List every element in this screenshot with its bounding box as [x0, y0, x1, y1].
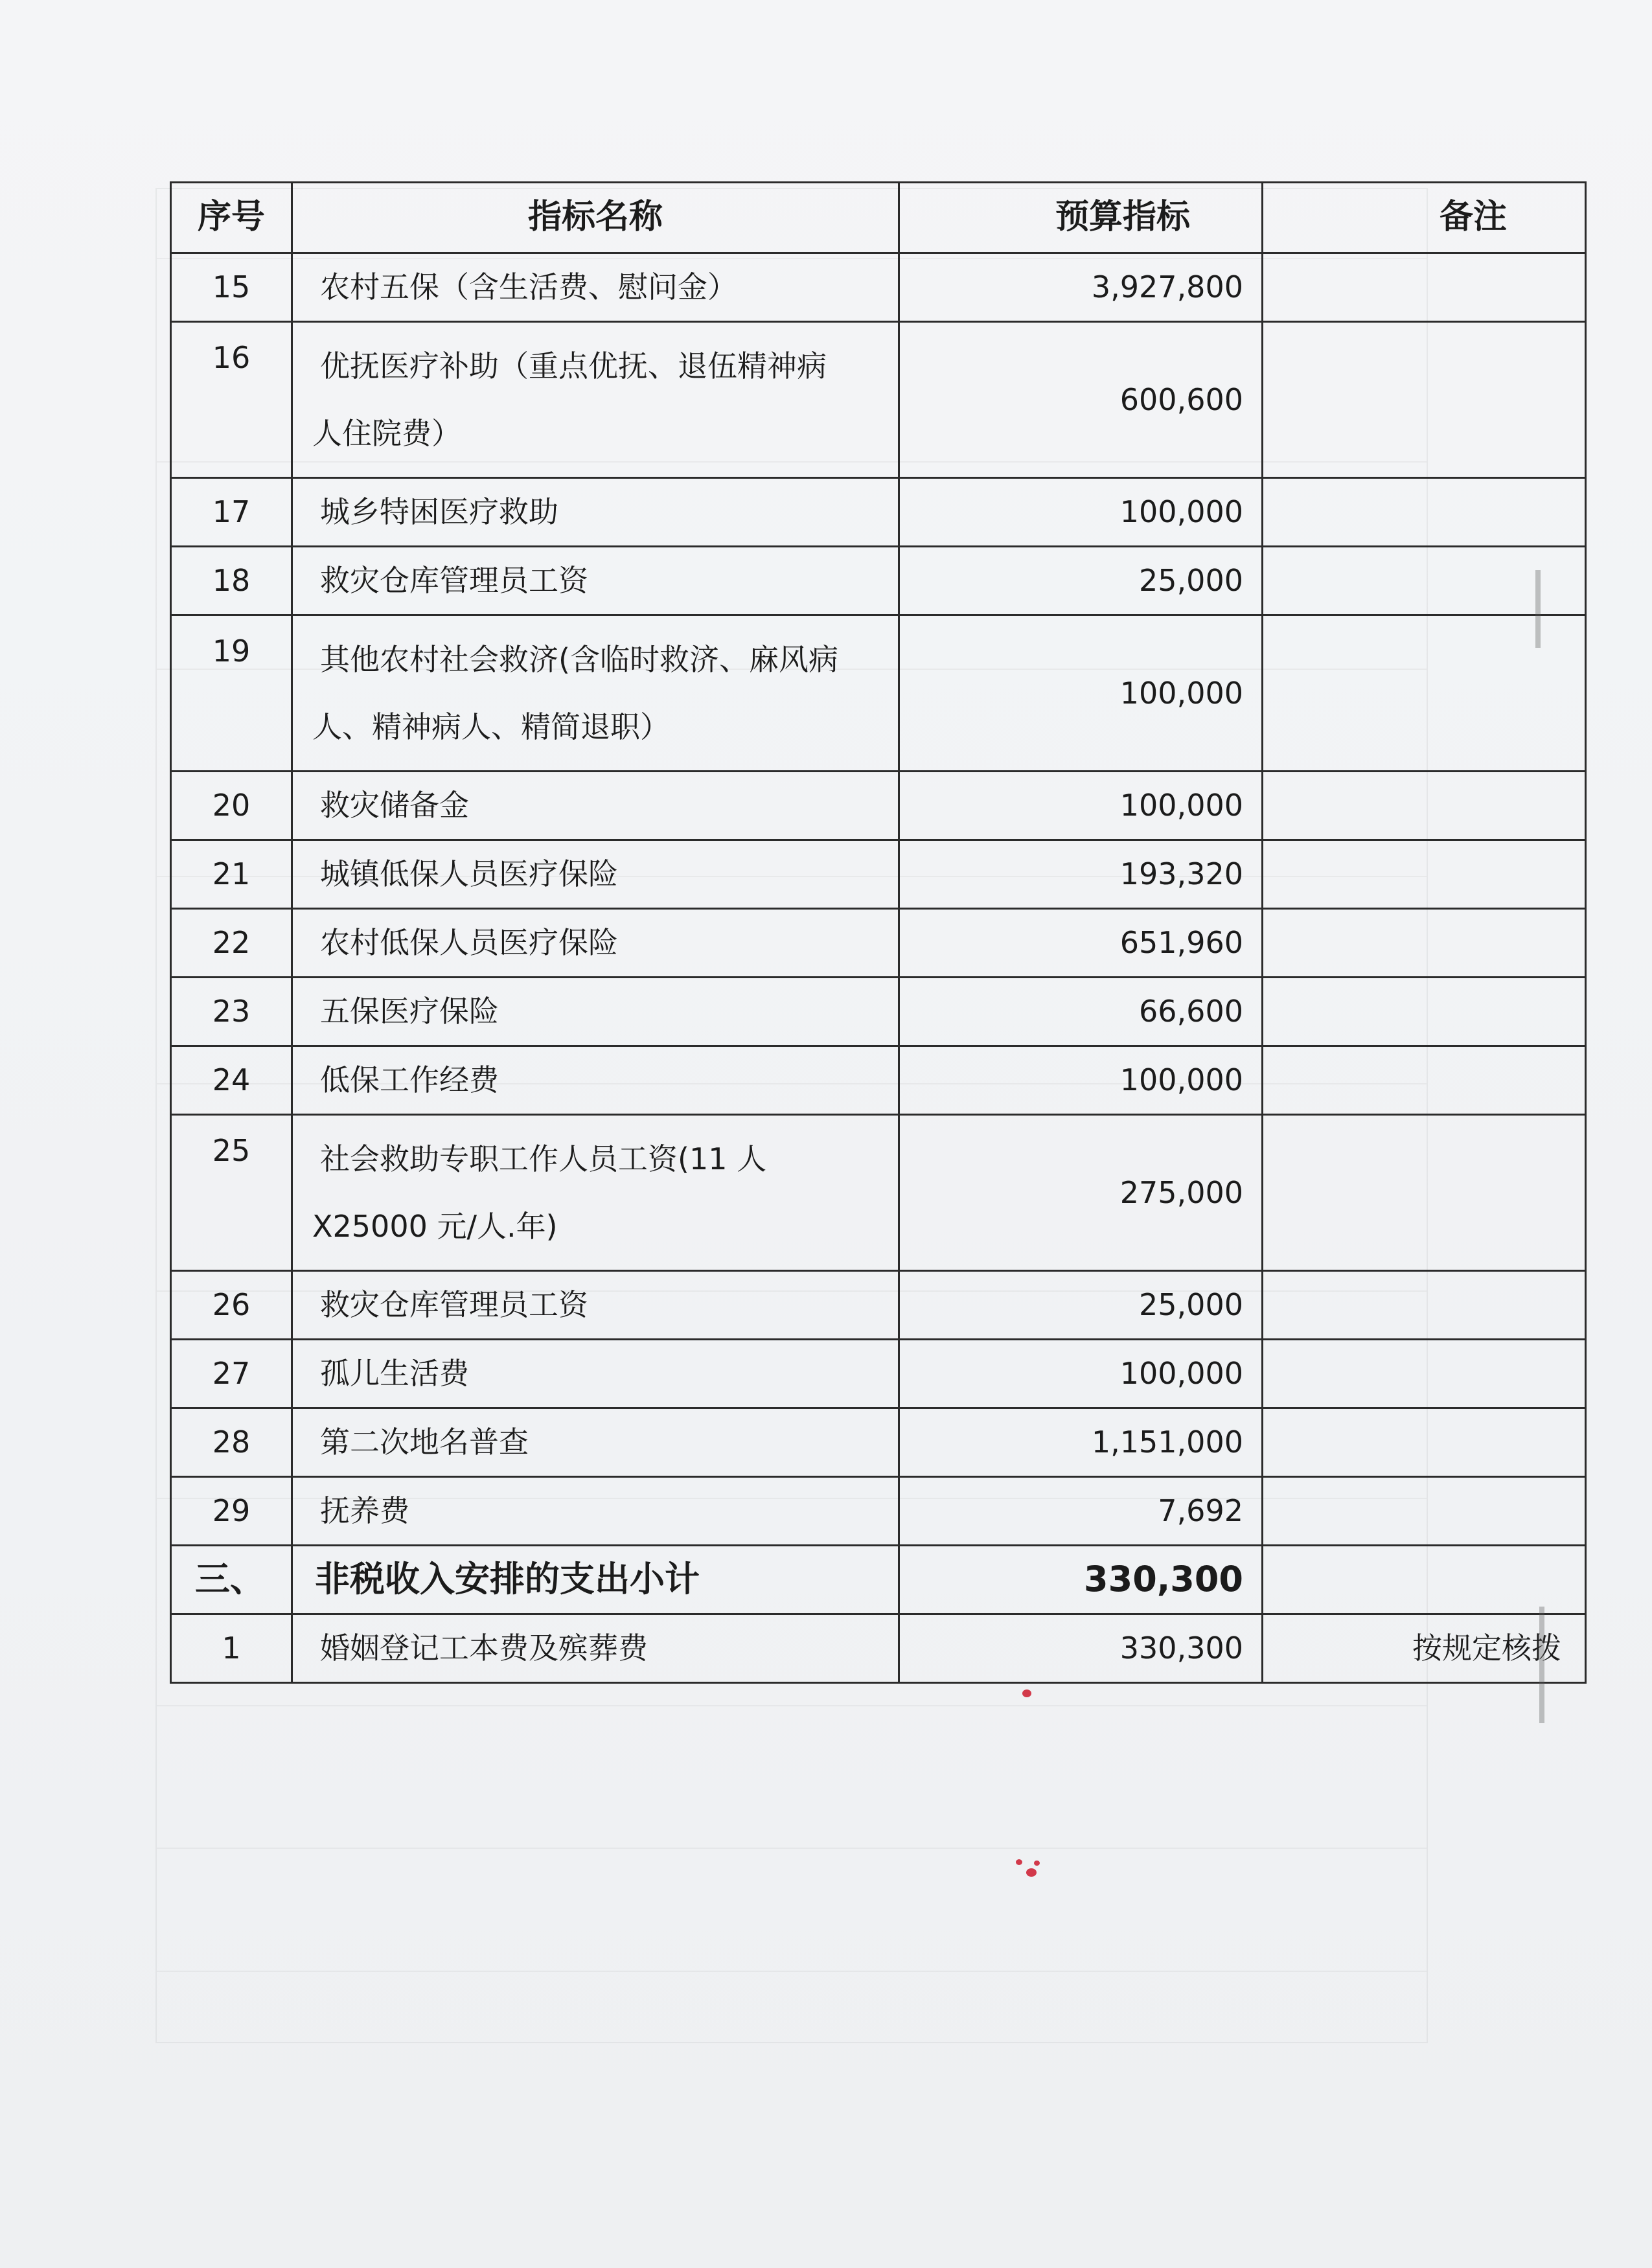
table-row — [171, 909, 1586, 978]
row-note — [1263, 772, 1586, 840]
table-row — [171, 253, 1586, 322]
header-no: 序号 — [171, 183, 292, 253]
row-budget: 600,600 — [899, 322, 1263, 478]
row-name-line1: 优抚医疗补助（重点优抚、退伍精神病 — [320, 349, 827, 384]
row-note — [1263, 840, 1586, 909]
row-name: 婚姻登记工本费及殡葬费 — [292, 1614, 899, 1683]
table-row — [171, 1271, 1586, 1340]
row-name: 城乡特困医疗救助 — [292, 478, 899, 547]
subtotal-note — [1263, 1546, 1586, 1614]
row-name-line2: 人住院费） — [312, 416, 461, 451]
table-row — [171, 322, 1586, 478]
row-no: 15 — [171, 253, 292, 322]
row-budget: 100,000 — [899, 1046, 1263, 1115]
row-budget: 100,000 — [899, 478, 1263, 547]
table-row — [171, 772, 1586, 840]
table-row — [171, 1340, 1586, 1408]
row-note — [1263, 1477, 1586, 1546]
table-row — [171, 1046, 1586, 1115]
row-budget: 25,000 — [899, 1271, 1263, 1340]
row-name — [292, 615, 899, 772]
row-no: 16 — [171, 322, 292, 478]
row-name: 孤儿生活费 — [292, 1340, 899, 1408]
row-note — [1263, 1046, 1586, 1115]
row-note — [1263, 1408, 1586, 1477]
header-budget: 预算指标 — [899, 183, 1263, 253]
row-name-line1: 其他农村社会救济(含临时救济、麻风病 — [320, 642, 838, 677]
row-note — [1263, 322, 1586, 478]
table-row — [171, 978, 1586, 1046]
table-row — [171, 1408, 1586, 1477]
margin-scribble — [1539, 1607, 1544, 1723]
row-name-line1: 社会救助专职工作人员工资(11 人 — [320, 1141, 767, 1176]
subtotal-no: 三、 — [171, 1546, 292, 1614]
row-no: 21 — [171, 840, 292, 909]
table-row — [171, 1614, 1586, 1683]
table-row — [171, 615, 1586, 772]
row-name — [292, 1115, 899, 1271]
row-note: 按规定核拨 — [1263, 1614, 1586, 1683]
row-budget: 193,320 — [899, 840, 1263, 909]
red-ink-stain — [1026, 1868, 1037, 1877]
row-budget: 100,000 — [899, 615, 1263, 772]
row-note — [1263, 1340, 1586, 1408]
table-row — [171, 1115, 1586, 1271]
row-no: 25 — [171, 1115, 292, 1271]
row-budget: 25,000 — [899, 547, 1263, 615]
row-name-line2: 人、精神病人、精简退职） — [312, 709, 670, 744]
row-name: 农村低保人员医疗保险 — [292, 909, 899, 978]
header-name: 指标名称 — [292, 183, 899, 253]
row-no: 29 — [171, 1477, 292, 1546]
subtotal-name: 非税收入安排的支出小计 — [292, 1546, 899, 1614]
row-no: 26 — [171, 1271, 292, 1340]
red-ink-stain — [1034, 1861, 1040, 1866]
row-name: 五保医疗保险 — [292, 978, 899, 1046]
row-note — [1263, 253, 1586, 322]
subtotal-row — [171, 1546, 1586, 1614]
row-no: 22 — [171, 909, 292, 978]
row-name: 救灾仓库管理员工资 — [292, 547, 899, 615]
row-budget: 1,151,000 — [899, 1408, 1263, 1477]
table-row — [171, 547, 1586, 615]
row-name-line2: X25000 元/人.年) — [312, 1209, 558, 1244]
row-name — [292, 322, 899, 478]
row-no: 24 — [171, 1046, 292, 1115]
row-no: 19 — [171, 615, 292, 772]
row-note — [1263, 1115, 1586, 1271]
row-name: 低保工作经费 — [292, 1046, 899, 1115]
red-ink-stain — [1016, 1859, 1022, 1865]
row-budget: 66,600 — [899, 978, 1263, 1046]
row-no: 17 — [171, 478, 292, 547]
header-note: 备注 — [1263, 183, 1586, 253]
row-no: 1 — [171, 1614, 292, 1683]
row-name: 救灾仓库管理员工资 — [292, 1271, 899, 1340]
row-budget: 651,960 — [899, 909, 1263, 978]
subtotal-budget: 330,300 — [899, 1546, 1263, 1614]
budget-table — [170, 181, 1587, 1684]
row-budget: 7,692 — [899, 1477, 1263, 1546]
row-note — [1263, 478, 1586, 547]
row-no: 20 — [171, 772, 292, 840]
row-no: 28 — [171, 1408, 292, 1477]
row-no: 18 — [171, 547, 292, 615]
row-note — [1263, 909, 1586, 978]
row-name: 第二次地名普查 — [292, 1408, 899, 1477]
table-row — [171, 1477, 1586, 1546]
row-name: 城镇低保人员医疗保险 — [292, 840, 899, 909]
row-budget: 330,300 — [899, 1614, 1263, 1683]
row-no: 23 — [171, 978, 292, 1046]
row-name: 农村五保（含生活费、慰问金） — [292, 253, 899, 322]
table-row — [171, 840, 1586, 909]
row-no: 27 — [171, 1340, 292, 1408]
row-budget: 100,000 — [899, 1340, 1263, 1408]
row-budget: 100,000 — [899, 772, 1263, 840]
row-budget: 3,927,800 — [899, 253, 1263, 322]
row-note — [1263, 978, 1586, 1046]
table-header-row — [171, 183, 1586, 253]
row-budget: 275,000 — [899, 1115, 1263, 1271]
red-ink-stain — [1022, 1690, 1031, 1697]
row-name: 抚养费 — [292, 1477, 899, 1546]
margin-scribble — [1535, 570, 1541, 648]
table-row — [171, 478, 1586, 547]
row-name: 救灾储备金 — [292, 772, 899, 840]
row-note — [1263, 1271, 1586, 1340]
